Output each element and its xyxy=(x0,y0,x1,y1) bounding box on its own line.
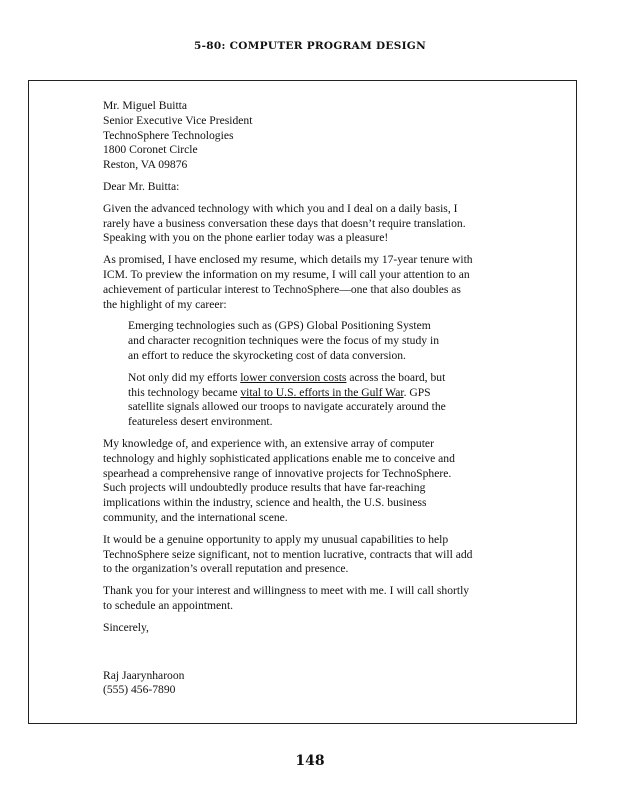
recipient-title: Senior Executive Vice President xyxy=(103,113,253,127)
paragraph-line: TechnoSphere seize significant, not to mention lucrative, contracts that will add xyxy=(103,547,473,561)
paragraph-line: Given the advanced technology with which you and I deal on a daily basis, I xyxy=(103,201,458,215)
paragraph-line: Speaking with you on the phone earlier today was a pleasure! xyxy=(103,231,389,245)
paragraph-line: Thank you for your interest and willingness to meet with me. I will call shortly xyxy=(103,584,470,598)
quote-text: across the board, but xyxy=(346,370,446,384)
paragraph-line: Such projects will undoubtedly produce results that have far-reaching xyxy=(103,481,426,495)
paragraph-opportunity xyxy=(103,533,508,577)
salutation-text: Dear Mr. Buitta: xyxy=(103,179,180,193)
quote-gulf-war xyxy=(103,371,508,430)
paragraph-line: to schedule an appointment. xyxy=(103,598,234,612)
quote-gps xyxy=(103,319,508,363)
cover-letter xyxy=(103,99,508,698)
paragraph-line: implications within the industry, science and health, the U.S. business xyxy=(103,496,427,510)
recipient-name: Mr. Miguel Buitta xyxy=(103,99,188,112)
paragraph-intro xyxy=(103,202,508,246)
paragraph-line: community, and the international scene. xyxy=(103,510,288,524)
closing xyxy=(103,621,508,636)
page-number: 148 xyxy=(295,753,325,769)
quote-line xyxy=(128,386,508,401)
quote-line: featureless desert environment. xyxy=(128,415,273,429)
paragraph-line: to the organization’s overall reputation and presence. xyxy=(103,562,349,576)
quote-text: . GPS xyxy=(403,385,431,399)
paragraph-line: technology and highly sophisticated applications enable me to conceive and xyxy=(103,451,455,465)
recipient-city: Reston, VA 09876 xyxy=(103,158,188,172)
paragraph-resume xyxy=(103,253,508,312)
recipient-address xyxy=(103,99,508,173)
paragraph-line: rarely have a business conversation these days that doesn’t require translation. xyxy=(103,216,466,230)
paragraph-line: achievement of particular interest to TechnoSphere—one that also doubles as xyxy=(103,282,461,296)
underlined-phrase: vital to U.S. efforts in the Gulf War xyxy=(240,385,404,399)
page-header: 5-80: COMPUTER PROGRAM DESIGN xyxy=(194,40,426,52)
paragraph-line: spearhead a comprehensive range of innovative projects for TechnoSphere. xyxy=(103,466,452,480)
quote-text: this technology became xyxy=(128,385,241,399)
signature-space xyxy=(103,643,508,669)
quote-line: Emerging technologies such as (GPS) Global Positioning System xyxy=(128,319,431,333)
quote-text: Not only did my efforts xyxy=(128,370,241,384)
paragraph-line: It would be a genuine opportunity to apply my unusual capabilities to help xyxy=(103,532,449,546)
paragraph-thanks xyxy=(103,584,508,614)
quote-line xyxy=(128,371,508,386)
paragraph-line: My knowledge of, and experience with, an extensive array of computer xyxy=(103,436,434,450)
recipient-company: TechnoSphere Technologies xyxy=(103,128,234,142)
sender-phone: (555) 456-7890 xyxy=(103,683,176,697)
sender-name: Raj Jaarynharoon xyxy=(103,668,185,682)
paragraph-line: As promised, I have enclosed my resume, which details my 17-year tenure with xyxy=(103,253,473,267)
quote-line: satellite signals allowed our troops to navigate accurately around the xyxy=(128,400,446,414)
paragraph-line: the highlight of my career: xyxy=(103,297,227,311)
paragraph-line: ICM. To preview the information on my resume, I will call your attention to an xyxy=(103,267,470,281)
quote-line: and character recognition techniques were the focus of my study in xyxy=(128,334,439,348)
recipient-street: 1800 Coronet Circle xyxy=(103,143,198,157)
paragraph-knowledge xyxy=(103,437,508,526)
salutation xyxy=(103,180,508,195)
closing-text: Sincerely, xyxy=(103,620,149,634)
underlined-phrase: lower conversion costs xyxy=(240,370,347,384)
signature-block xyxy=(103,669,508,699)
quote-line: an effort to reduce the skyrocketing cost of data conversion. xyxy=(128,348,406,362)
